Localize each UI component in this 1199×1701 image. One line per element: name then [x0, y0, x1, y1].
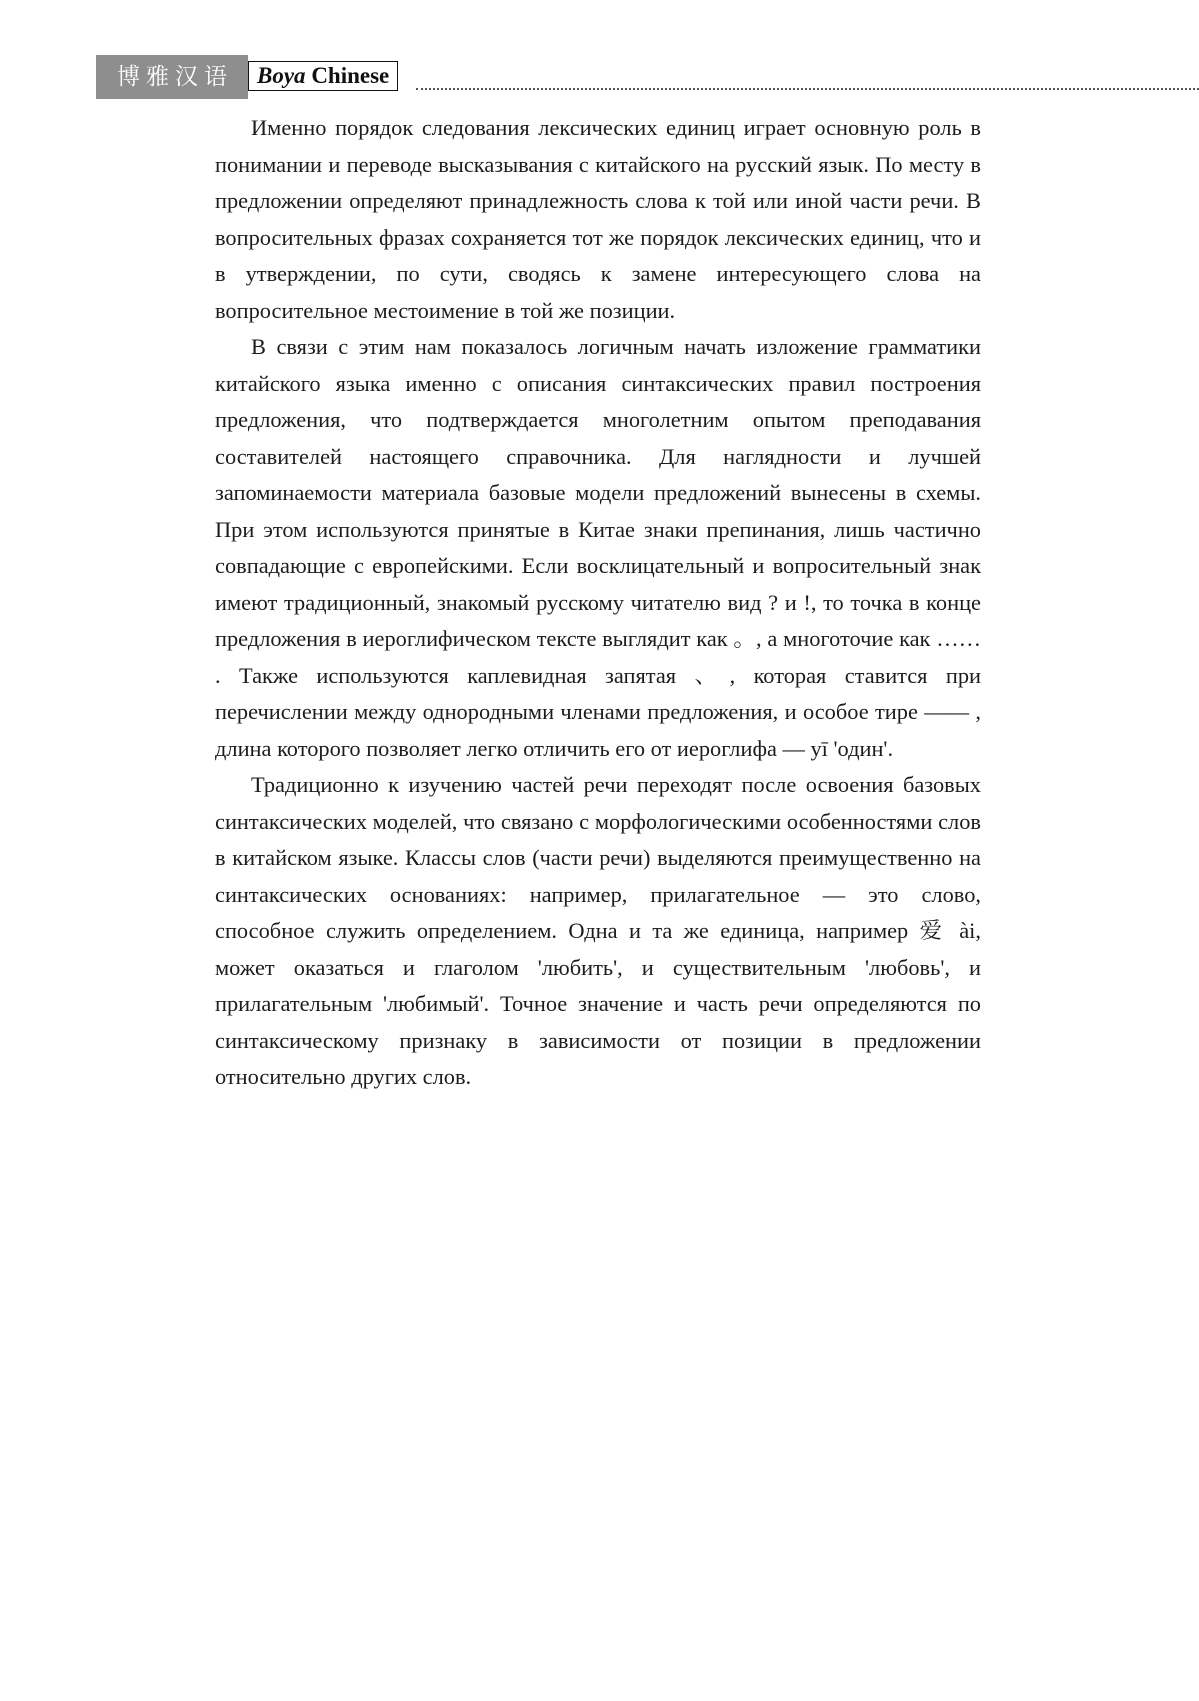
running-header: [96, 55, 1199, 99]
header-dotted-rule: [416, 88, 1199, 90]
series-title-boya: Boya: [257, 63, 306, 88]
series-title-chinese: 博雅汉语: [96, 55, 248, 99]
paragraph-syntax-and-punctuation: В связи с этим нам показалось логичным начать изложение грамматики китайского языка именно с описания синтаксических правил построения предложения, что подтверждается многолетним опытом преподавания составителей настоящего справочника. Для наглядности и лучшей запоминаемости материала базовые модели предложений вынесены в схемы. При этом используются принятые в Китае знаки препинания, лишь частично совпадающие с европейскими. Если восклицательный и вопросительный знак имеют традиционный, знакомый русскому читателю вид ? и !, то точка в конце предложения в иероглифическом тексте выглядит как 。, а многоточие как …… . Также используются каплевидная запятая 、, которая ставится при перечислении между однородными членами предложения, и особое тире —— , длина которого позволяет легко отличить его от иероглифа — yī 'один'.: [215, 334, 981, 761]
series-title-chinese-word: Chinese: [311, 63, 390, 88]
paragraph-word-order: Именно порядок следования лексических единиц играет основную роль в понимании и переводе высказывания с китайского на русский язык. По месту в предложении определяют принадлежность слова к той или иной части речи. В вопросительных фразах сохраняется тот же порядок лексических единиц, что и в утверждении, по сути, сводясь к замене интересующего слова на вопросительное местоимение в той же позиции.: [215, 115, 981, 323]
series-title-english: [248, 61, 398, 91]
paragraph-parts-of-speech: Традиционно к изучению частей речи переходят после освоения базовых синтаксических моделей, что связано с морфологическими особенностями слов в китайском языке. Классы слов (части речи) выделяются преимущественно на синтаксических основаниях: например, прилагательное — это слово, способное служить определением. Одна и та же единица, например 爱 ài, может оказаться и глаголом 'любить', и существительным 'любовь', и прилагательным 'любимый'. Точное значение и часть речи определяются по синтаксическому признаку в зависимости от позиции в предложении относительно других слов.: [215, 772, 981, 1089]
body-text: [215, 110, 981, 1096]
